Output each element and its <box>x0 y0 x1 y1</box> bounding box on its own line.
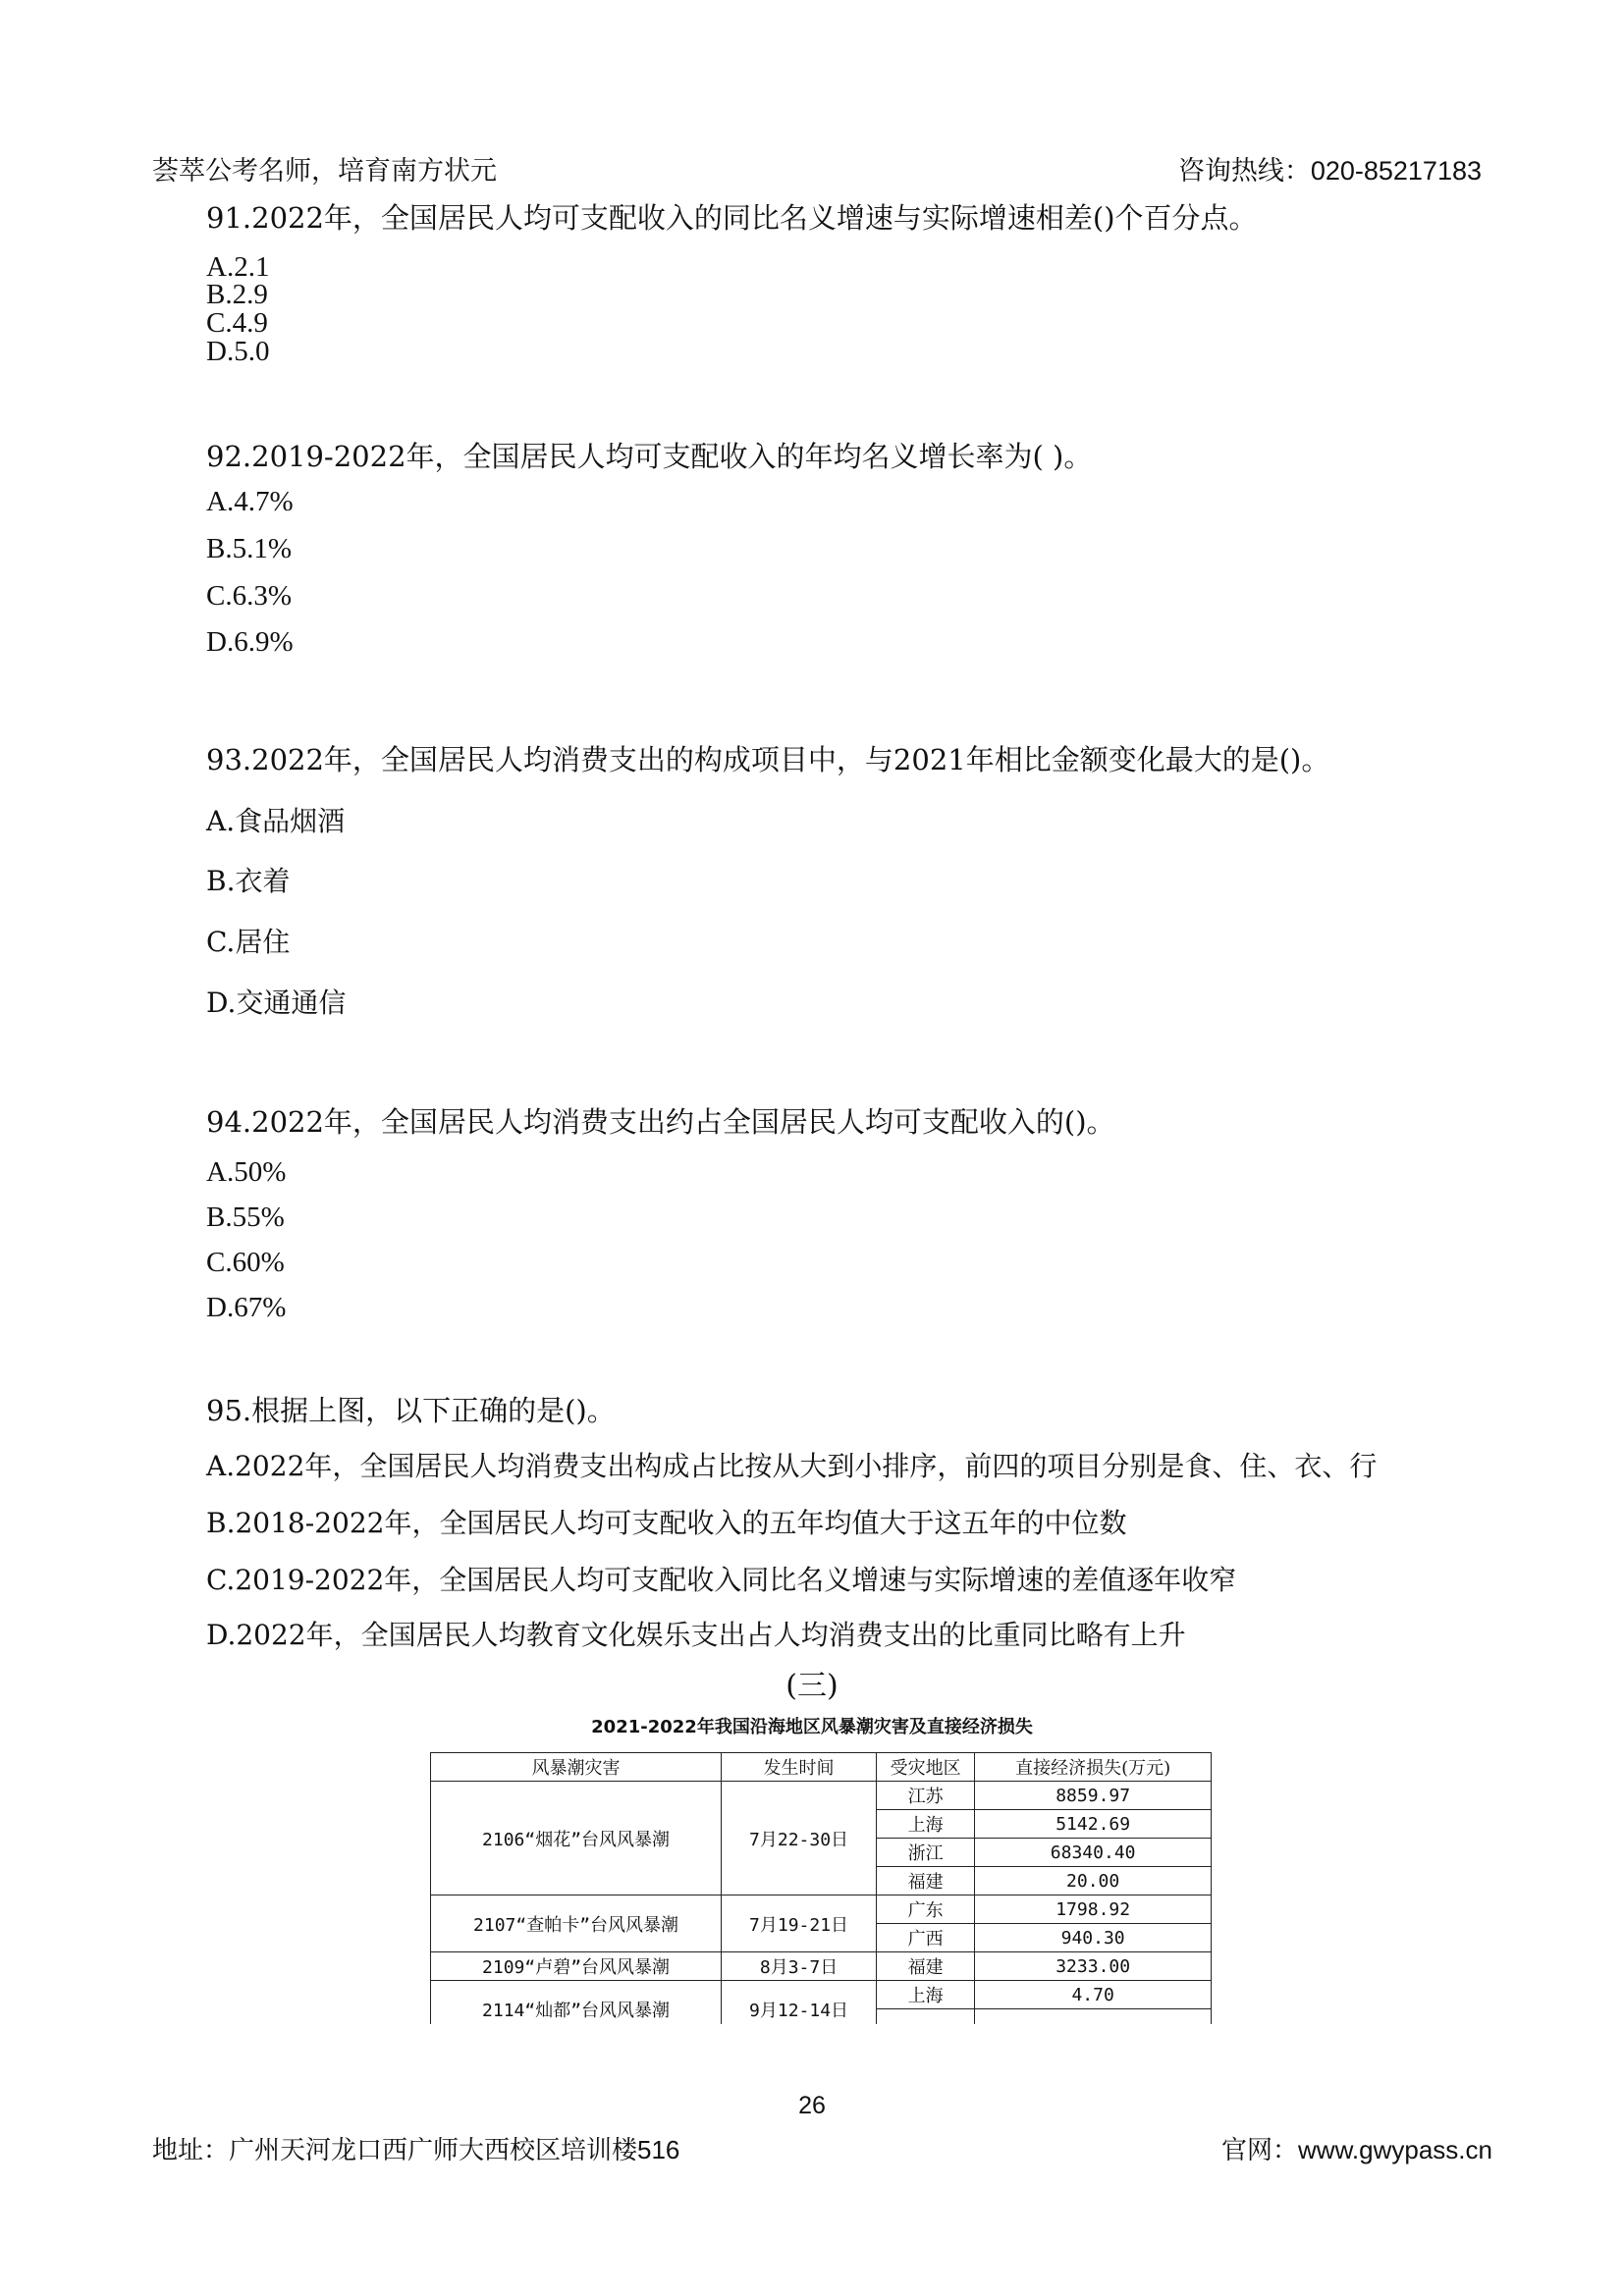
question-91-stem: 91.2022年，全国居民人均可支配收入的同比名义增速与实际增速相差()个百分点。 <box>206 201 1258 235</box>
table-row <box>431 1782 1212 1810</box>
region-cell: 广西 <box>877 1924 975 1952</box>
table-container <box>430 1752 1212 2024</box>
footer-address <box>152 2130 679 2166</box>
table-header-row <box>431 1753 1212 1782</box>
q95-option-d: D.2022年，全国居民人均教育文化娱乐支出占人均消费支出的比重同比略有上升 <box>206 1619 1186 1651</box>
q94-option-a: A.50% <box>206 1156 287 1188</box>
page-number: 26 <box>798 2092 826 2119</box>
q91-option-d: D.5.0 <box>206 336 270 367</box>
header-slogan: 荟萃公考名师，培育南方状元 <box>152 156 497 187</box>
header-hotline <box>1178 149 1482 187</box>
table-row <box>431 1981 1212 2009</box>
loss-cell: 5142.69 <box>975 1810 1212 1839</box>
region-cell <box>877 2009 975 2025</box>
region-cell: 江苏 <box>877 1782 975 1810</box>
address-text: 地址：广州天河龙口西广师大西校区培训楼 <box>152 2136 638 2165</box>
loss-cell: 68340.40 <box>975 1839 1212 1867</box>
q93-option-c: C.居住 <box>206 926 291 958</box>
region-cell: 福建 <box>877 1867 975 1896</box>
disaster-cell: 2107“查帕卡”台风风暴潮 <box>431 1896 722 1952</box>
table-title: 2021-2022年我国沿海地区风暴潮灾害及直接经济损失 <box>591 1717 1033 1737</box>
q93-option-d: D.交通通信 <box>206 987 347 1019</box>
disaster-cell: 2114“灿都”台风风暴潮 <box>431 1981 722 2025</box>
section-heading: (三) <box>785 1669 839 1703</box>
q91-option-a: A.2.1 <box>206 251 270 283</box>
region-cell: 上海 <box>877 1981 975 2009</box>
q95-option-a: A.2022年，全国居民人均消费支出构成占比按从大到小排序，前四的项目分别是食、住、衣、行 <box>206 1450 1378 1482</box>
loss-cell: 3233.00 <box>975 1952 1212 1981</box>
disaster-cell: 2109“卢碧”台风风暴潮 <box>431 1952 722 1981</box>
loss-cell: 940.30 <box>975 1924 1212 1952</box>
q93-option-b: B.衣着 <box>206 865 291 897</box>
hotline-label: 咨询热线： <box>1177 156 1311 187</box>
storm-surge-table <box>430 1752 1212 2024</box>
question-94-stem: 94.2022年，全国居民人均消费支出约占全国居民人均可支配收入的()。 <box>206 1105 1115 1139</box>
disaster-cell: 2106“烟花”台风风暴潮 <box>431 1782 722 1896</box>
time-cell: 7月19-21日 <box>722 1896 877 1952</box>
q95-option-c: C.2019-2022年，全国居民人均可支配收入同比名义增速与实际增速的差值逐年收窄 <box>206 1564 1237 1596</box>
time-cell: 8月3-7日 <box>722 1952 877 1981</box>
loss-cell: 8859.97 <box>975 1782 1212 1810</box>
loss-cell <box>975 2009 1212 2025</box>
region-cell: 福建 <box>877 1952 975 1981</box>
header-time: 发生时间 <box>722 1753 877 1782</box>
q92-option-a: A.4.7% <box>206 486 294 517</box>
q92-option-d: D.6.9% <box>206 626 294 658</box>
header-region: 受灾地区 <box>877 1753 975 1782</box>
q95-option-b: B.2018-2022年，全国居民人均可支配收入的五年均值大于这五年的中位数 <box>206 1507 1127 1539</box>
header-loss: 直接经济损失(万元) <box>975 1753 1212 1782</box>
region-cell: 广东 <box>877 1896 975 1924</box>
loss-cell: 1798.92 <box>975 1896 1212 1924</box>
loss-cell: 4.70 <box>975 1981 1212 2009</box>
website-label: 官网： <box>1221 2136 1299 2165</box>
question-95-stem: 95.根据上图，以下正确的是()。 <box>206 1394 616 1427</box>
header-disaster: 风暴潮灾害 <box>431 1753 722 1782</box>
time-cell: 9月12-14日 <box>722 1981 877 2025</box>
q94-option-d: D.67% <box>206 1292 287 1323</box>
q94-option-c: C.60% <box>206 1247 285 1278</box>
loss-cell: 20.00 <box>975 1867 1212 1896</box>
region-cell: 浙江 <box>877 1839 975 1867</box>
table-row <box>431 1896 1212 1924</box>
q93-option-a: A.食品烟酒 <box>206 805 346 837</box>
q91-option-b: B.2.9 <box>206 279 268 310</box>
q91-option-c: C.4.9 <box>206 307 268 339</box>
hotline-number: 020-85217183 <box>1310 156 1482 186</box>
q92-option-b: B.5.1% <box>206 533 292 564</box>
address-number: 516 <box>637 2135 680 2164</box>
region-cell: 上海 <box>877 1810 975 1839</box>
time-cell: 7月22-30日 <box>722 1782 877 1896</box>
question-93-stem: 93.2022年，全国居民人均消费支出的构成项目中，与2021年相比金额变化最大的是()。 <box>206 743 1330 776</box>
table-row <box>431 1952 1212 1981</box>
question-92-stem: 92.2019-2022年，全国居民人均可支配收入的年均名义增长率为( )。 <box>206 440 1093 473</box>
website-url[interactable]: www.gwypass.cn <box>1298 2135 1492 2164</box>
q92-option-c: C.6.3% <box>206 580 292 612</box>
q94-option-b: B.55% <box>206 1201 285 1233</box>
footer-website <box>1221 2130 1492 2166</box>
